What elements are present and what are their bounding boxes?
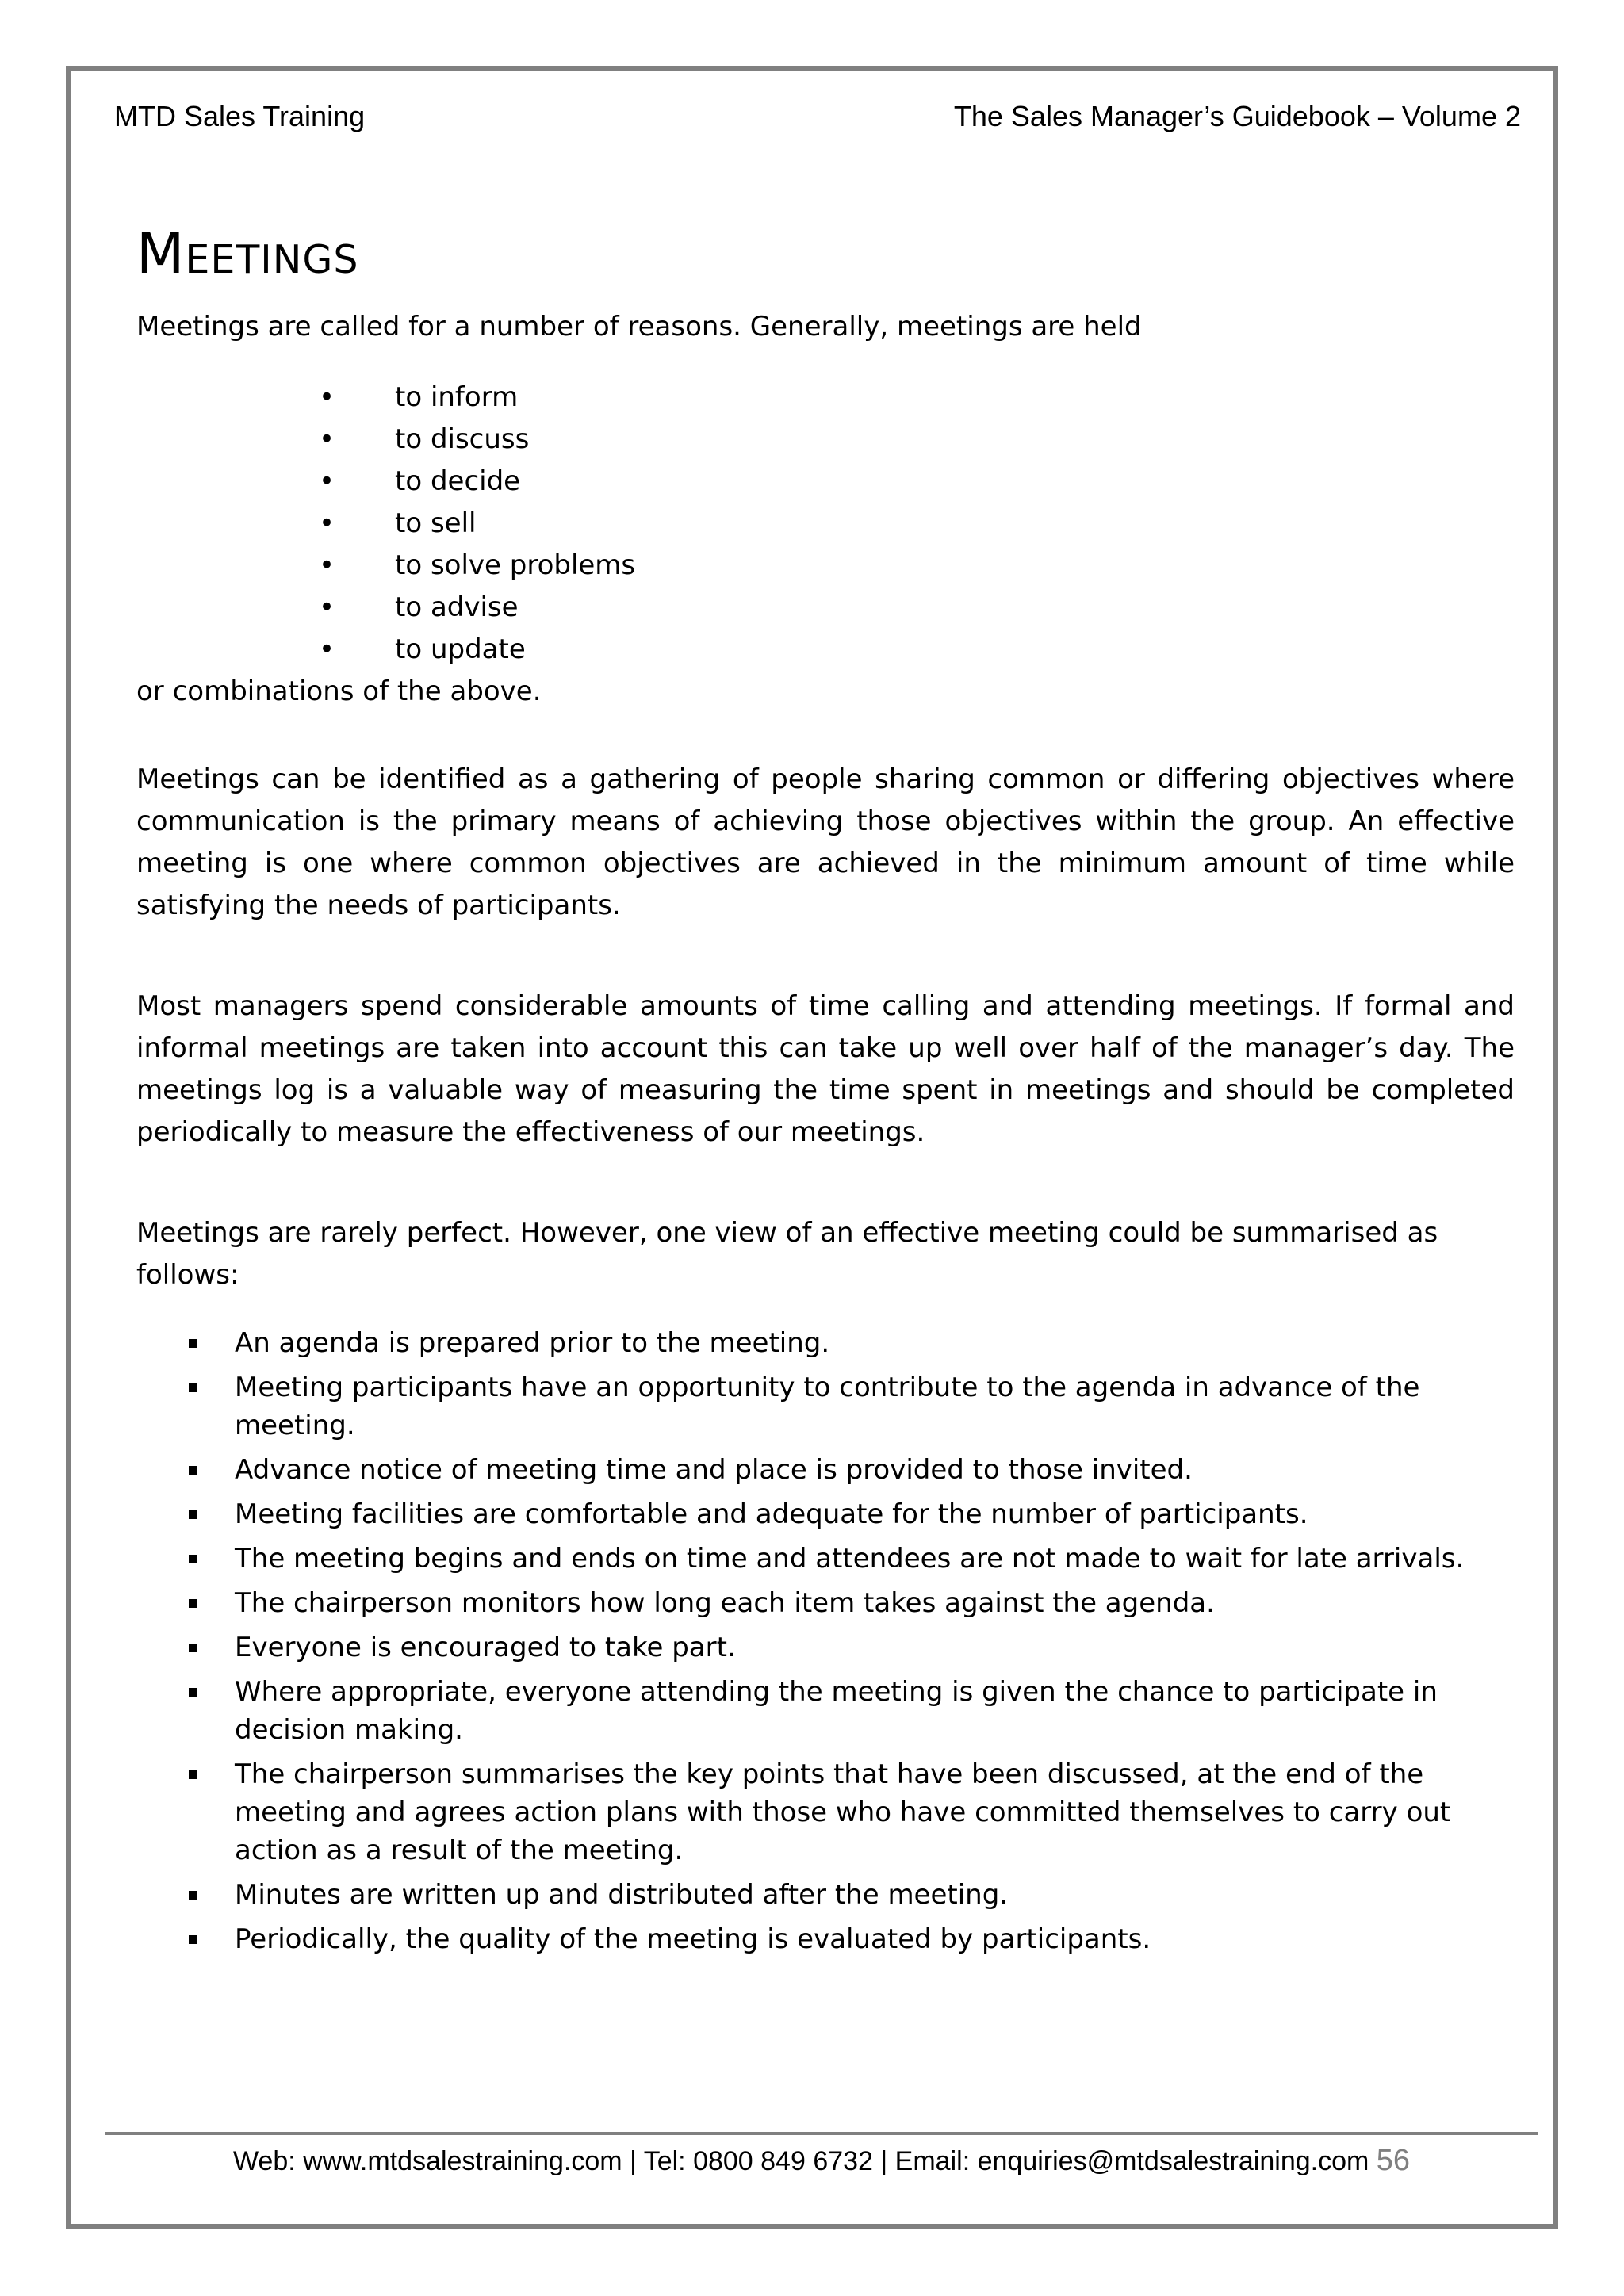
bullet-dot-icon: • xyxy=(319,465,335,497)
square-bullet-icon xyxy=(189,1644,197,1652)
reasons-list xyxy=(136,377,1515,671)
intro-paragraph: Meetings are called for a number of reasons. Generally, meetings are held xyxy=(136,311,1142,342)
list-item-text: Meeting facilities are comfortable and adequate for the number of participants. xyxy=(235,1498,1308,1530)
effective-meeting-list xyxy=(136,1324,1515,1958)
footer-divider xyxy=(105,2132,1538,2135)
list-item-text: An agenda is prepared prior to the meeting. xyxy=(235,1327,830,1359)
list-item-text: to decide xyxy=(395,465,521,497)
list-item-text: to advise xyxy=(395,591,519,623)
bullet-dot-icon: • xyxy=(319,549,335,581)
square-bullet-icon xyxy=(189,1770,197,1779)
list-item-text: to update xyxy=(395,633,526,665)
square-bullet-icon xyxy=(189,1599,197,1608)
list-item-text: to discuss xyxy=(395,423,530,455)
list-item xyxy=(187,1628,1515,1667)
page-title: Meetings xyxy=(136,221,359,286)
header-book-title: The Sales Manager’s Guidebook – Volume 2 xyxy=(953,100,1521,132)
footer-contact: Web: www.mtdsalestraining.com | Tel: 0800 849 6732 | Email: enquiries@mtdsalestraining.com xyxy=(232,2146,1369,2176)
square-bullet-icon xyxy=(189,1383,197,1392)
square-bullet-icon xyxy=(189,1510,197,1519)
list-item xyxy=(187,1673,1515,1749)
effective-meeting-lead: Meetings are rarely perfect. However, one view of an effective meeting could be summarised as follows: xyxy=(136,1217,1438,1291)
header-publisher: MTD Sales Training xyxy=(114,100,366,132)
list-item xyxy=(187,1876,1515,1914)
list-item-text: to inform xyxy=(395,381,519,413)
list-item xyxy=(319,587,1515,629)
list-item-text: to sell xyxy=(395,507,477,539)
after-list-text: or combinations of the above. xyxy=(136,675,542,707)
time-spent-paragraph: Most managers spend considerable amounts of time calling and attending meetings. If formal and informal meetings are taken into account this can take up well over half of the manager’s day. The meetings log is a valuable way of measuring the time spent in meetings and should be completed periodically to measure the effectiveness of our meetings. xyxy=(136,990,1515,1148)
bullet-dot-icon: • xyxy=(319,381,335,413)
list-item xyxy=(319,629,1515,671)
square-bullet-icon xyxy=(189,1555,197,1563)
list-item-text: Where appropriate, everyone attending the meeting is given the chance to participate in decision making. xyxy=(235,1676,1438,1746)
list-item xyxy=(187,1368,1515,1445)
list-item-text: Advance notice of meeting time and place is provided to those invited. xyxy=(235,1454,1193,1486)
square-bullet-icon xyxy=(189,1466,197,1475)
list-item-text: Everyone is encouraged to take part. xyxy=(235,1632,736,1663)
list-item xyxy=(187,1755,1515,1869)
list-item xyxy=(319,377,1515,419)
list-item xyxy=(187,1495,1515,1533)
list-item xyxy=(187,1584,1515,1622)
list-item xyxy=(187,1920,1515,1958)
list-item xyxy=(319,461,1515,503)
list-item-text: to solve problems xyxy=(395,549,636,581)
list-item-text: The chairperson summarises the key points that have been discussed, at the end of the meeting and agrees action plans with those who have committed themselves to carry out action as a result of the meeting. xyxy=(235,1758,1451,1866)
list-item-text: Minutes are written up and distributed after the meeting. xyxy=(235,1879,1009,1911)
list-item-text: Periodically, the quality of the meeting is evaluated by participants. xyxy=(235,1923,1151,1955)
list-item xyxy=(319,545,1515,587)
bullet-dot-icon: • xyxy=(319,423,335,455)
square-bullet-icon xyxy=(189,1935,197,1944)
square-bullet-icon xyxy=(189,1339,197,1348)
page-content xyxy=(136,219,1515,1965)
page-footer xyxy=(105,2144,1538,2178)
list-item xyxy=(187,1451,1515,1489)
square-bullet-icon xyxy=(189,1891,197,1900)
page-header xyxy=(114,100,1521,135)
page-number: 56 xyxy=(1376,2144,1411,2177)
bullet-dot-icon: • xyxy=(319,591,335,623)
square-bullet-icon xyxy=(189,1688,197,1697)
list-item xyxy=(319,503,1515,545)
list-item xyxy=(319,419,1515,461)
list-item-text: Meeting participants have an opportunity to contribute to the agenda in advance of the meeting. xyxy=(235,1372,1420,1441)
list-item xyxy=(187,1324,1515,1362)
bullet-dot-icon: • xyxy=(319,507,335,539)
list-item xyxy=(187,1540,1515,1578)
list-item-text: The meeting begins and ends on time and attendees are not made to wait for late arrivals. xyxy=(235,1543,1465,1575)
definition-paragraph: Meetings can be identified as a gathering of people sharing common or differing objectives where communication is the primary means of achieving those objectives within the group. An effective meeting is one where common objectives are achieved in the minimum amount of time while satisfying the needs of participants. xyxy=(136,763,1515,921)
bullet-dot-icon: • xyxy=(319,633,335,665)
list-item-text: The chairperson monitors how long each item takes against the agenda. xyxy=(235,1587,1215,1619)
